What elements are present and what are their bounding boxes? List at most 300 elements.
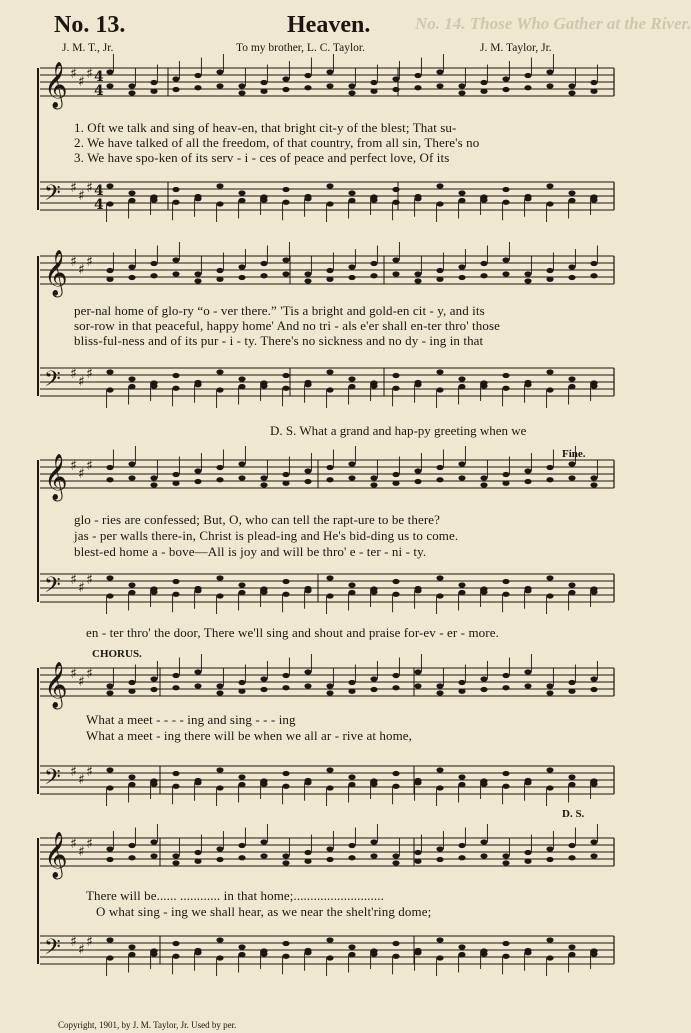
notehead — [106, 387, 113, 392]
notehead — [282, 579, 289, 584]
notehead — [106, 683, 113, 688]
notehead — [414, 950, 421, 955]
notehead — [502, 271, 509, 276]
notehead — [392, 187, 399, 192]
bass-clef: 𝄢 — [44, 573, 61, 603]
treble-clef: 𝄞 — [44, 832, 68, 878]
notehead — [150, 586, 157, 591]
notehead — [172, 853, 179, 858]
notehead — [106, 955, 113, 960]
notehead — [282, 87, 289, 92]
notehead — [392, 784, 399, 789]
notehead — [502, 76, 509, 81]
notehead — [216, 201, 223, 206]
notehead — [458, 582, 465, 587]
notehead — [414, 73, 421, 78]
notehead — [326, 277, 333, 282]
copyright-notice: Copyright, 1901, by J. M. Taylor, Jr. Used by per. — [58, 1020, 237, 1030]
notehead — [524, 683, 531, 688]
notehead — [216, 268, 223, 273]
notehead — [150, 261, 157, 266]
notehead — [458, 264, 465, 269]
notehead — [370, 482, 377, 487]
notehead — [282, 481, 289, 486]
notehead — [502, 257, 509, 262]
notehead — [392, 579, 399, 584]
notehead — [194, 859, 201, 864]
notehead — [524, 382, 531, 387]
lyric-line: per-nal home of glo-ry “o - ver there.” 'Tis a bright and gold-en cit - y, and its — [74, 303, 485, 318]
notehead — [502, 386, 509, 391]
notehead — [590, 676, 597, 681]
notehead — [194, 278, 201, 283]
notehead — [348, 944, 355, 949]
notehead — [392, 954, 399, 959]
notehead — [216, 83, 223, 88]
notehead — [150, 80, 157, 85]
notehead — [150, 948, 157, 953]
notehead — [128, 952, 135, 957]
notehead — [414, 669, 421, 674]
notehead — [414, 859, 421, 864]
notehead — [590, 475, 597, 480]
bass-clef: 𝄢 — [44, 935, 61, 965]
notehead — [568, 83, 575, 88]
notehead — [260, 853, 267, 858]
notehead — [304, 85, 311, 90]
notehead — [414, 278, 421, 283]
notehead — [436, 857, 443, 862]
notehead — [282, 472, 289, 477]
notehead — [326, 183, 333, 188]
notehead — [568, 680, 575, 685]
notehead — [502, 200, 509, 205]
notehead — [326, 477, 333, 482]
notehead — [370, 676, 377, 681]
notehead — [524, 196, 531, 201]
notehead — [502, 579, 509, 584]
notehead — [172, 257, 179, 262]
notehead — [480, 89, 487, 94]
notehead — [172, 592, 179, 597]
notehead — [480, 839, 487, 844]
notehead — [260, 475, 267, 480]
notehead — [238, 275, 245, 280]
notehead — [282, 685, 289, 690]
music-credit: J. M. Taylor, Jr. — [480, 42, 552, 54]
notehead — [502, 941, 509, 946]
notehead — [106, 369, 113, 374]
notehead — [238, 384, 245, 389]
notehead — [150, 853, 157, 858]
hymn-number: No. 13. — [54, 12, 126, 38]
notehead — [568, 475, 575, 480]
notehead — [590, 380, 597, 385]
notehead — [304, 73, 311, 78]
sharp-sign: ♯ — [70, 666, 77, 682]
notehead — [392, 386, 399, 391]
lyric-line: sor-row in that peaceful, happy home' And no tri - als e'er shall en-ter thro' those — [74, 318, 500, 333]
notehead — [546, 690, 553, 695]
notehead — [546, 69, 553, 74]
notehead — [392, 257, 399, 262]
notehead — [590, 261, 597, 266]
ds-marking: D. S. — [562, 808, 585, 820]
notehead — [304, 850, 311, 855]
notehead — [172, 200, 179, 205]
notehead — [392, 472, 399, 477]
notehead — [414, 588, 421, 593]
notehead — [348, 843, 355, 848]
notehead — [348, 83, 355, 88]
notehead — [414, 850, 421, 855]
notehead — [436, 683, 443, 688]
notehead — [106, 857, 113, 862]
notehead — [216, 593, 223, 598]
notehead — [216, 767, 223, 772]
notehead — [260, 687, 267, 692]
notehead — [128, 264, 135, 269]
notehead — [128, 198, 135, 203]
notehead — [194, 850, 201, 855]
notehead — [238, 475, 245, 480]
notehead — [458, 680, 465, 685]
notehead — [194, 73, 201, 78]
notehead — [150, 475, 157, 480]
bass-clef: 𝄢 — [44, 367, 61, 397]
notehead — [128, 190, 135, 195]
notehead — [260, 380, 267, 385]
notehead — [370, 261, 377, 266]
notehead — [480, 853, 487, 858]
lyric-line: There will be...... ............ in that home;........................... — [86, 888, 384, 903]
notehead — [260, 778, 267, 783]
notehead — [546, 369, 553, 374]
notehead — [502, 673, 509, 678]
notehead — [568, 952, 575, 957]
notehead — [590, 273, 597, 278]
notehead — [546, 785, 553, 790]
bass-clef: 𝄢 — [44, 181, 61, 211]
notehead — [458, 590, 465, 595]
notehead — [304, 278, 311, 283]
sharp-sign: ♯ — [78, 374, 85, 390]
lyric-line: blest-ed home a - bove—All is joy and will be thro' e - ter - ni - ty. — [74, 544, 427, 559]
time-signature: 4 — [94, 197, 104, 213]
notehead — [128, 843, 135, 848]
notehead — [216, 465, 223, 470]
notehead — [568, 590, 575, 595]
notehead — [458, 376, 465, 381]
notehead — [546, 767, 553, 772]
notehead — [238, 944, 245, 949]
notehead — [436, 593, 443, 598]
sharp-sign: ♯ — [86, 180, 93, 196]
time-signature: 4 — [94, 69, 104, 85]
notehead — [106, 937, 113, 942]
notehead — [436, 690, 443, 695]
notehead — [260, 586, 267, 591]
notehead — [282, 941, 289, 946]
notehead — [414, 196, 421, 201]
notehead — [568, 689, 575, 694]
notehead — [106, 277, 113, 282]
notehead — [106, 575, 113, 580]
notehead — [282, 592, 289, 597]
notehead — [128, 475, 135, 480]
notehead — [194, 479, 201, 484]
notehead — [216, 846, 223, 851]
notehead — [568, 461, 575, 466]
notehead — [546, 83, 553, 88]
notehead — [128, 582, 135, 587]
notehead — [546, 683, 553, 688]
notehead — [348, 198, 355, 203]
notehead — [216, 575, 223, 580]
notehead — [260, 89, 267, 94]
notehead — [260, 482, 267, 487]
notehead — [172, 954, 179, 959]
notehead — [436, 69, 443, 74]
notehead — [172, 472, 179, 477]
notehead — [172, 271, 179, 276]
notehead — [304, 683, 311, 688]
notehead — [480, 482, 487, 487]
notehead — [590, 89, 597, 94]
sharp-sign: ♯ — [78, 466, 85, 482]
notehead — [128, 83, 135, 88]
notehead — [458, 198, 465, 203]
notehead — [304, 382, 311, 387]
notehead — [568, 384, 575, 389]
notehead — [370, 475, 377, 480]
notehead — [150, 778, 157, 783]
notehead — [414, 85, 421, 90]
notehead — [480, 586, 487, 591]
notehead — [194, 85, 201, 90]
notehead — [282, 673, 289, 678]
notehead — [172, 373, 179, 378]
notehead — [458, 774, 465, 779]
notehead — [238, 952, 245, 957]
notehead — [128, 782, 135, 787]
notehead — [238, 90, 245, 95]
notehead — [546, 183, 553, 188]
notehead — [106, 465, 113, 470]
notehead — [436, 183, 443, 188]
notehead — [326, 955, 333, 960]
notehead — [458, 843, 465, 848]
notehead — [414, 271, 421, 276]
notehead — [238, 680, 245, 685]
notehead — [282, 257, 289, 262]
notehead — [216, 477, 223, 482]
notehead — [238, 461, 245, 466]
notehead — [150, 687, 157, 692]
lyric-line: 2. We have talked of all the freedom, of that country, from all sin, There's no — [74, 135, 480, 150]
notehead — [524, 271, 531, 276]
notehead — [392, 860, 399, 865]
notehead — [326, 785, 333, 790]
notehead — [348, 264, 355, 269]
notehead — [458, 83, 465, 88]
notehead — [238, 376, 245, 381]
notehead — [370, 586, 377, 591]
notehead — [194, 382, 201, 387]
notehead — [172, 481, 179, 486]
notehead — [150, 194, 157, 199]
sharp-sign: ♯ — [70, 254, 77, 270]
notehead — [546, 387, 553, 392]
notehead — [348, 475, 355, 480]
sharp-sign: ♯ — [70, 934, 77, 950]
notehead — [282, 373, 289, 378]
sharp-sign: ♯ — [86, 366, 93, 382]
words-credit: J. M. T., Jr. — [62, 42, 114, 54]
notehead — [480, 380, 487, 385]
notehead — [436, 846, 443, 851]
notehead — [326, 69, 333, 74]
notehead — [568, 774, 575, 779]
notehead — [304, 859, 311, 864]
notehead — [524, 85, 531, 90]
notehead — [238, 689, 245, 694]
notehead — [106, 201, 113, 206]
notehead — [326, 201, 333, 206]
notehead — [414, 479, 421, 484]
notehead — [282, 784, 289, 789]
sharp-sign: ♯ — [78, 188, 85, 204]
notehead — [304, 468, 311, 473]
notehead — [458, 855, 465, 860]
notehead — [414, 468, 421, 473]
notehead — [348, 582, 355, 587]
notehead — [348, 855, 355, 860]
notehead — [370, 948, 377, 953]
notehead — [106, 477, 113, 482]
sharp-sign: ♯ — [86, 764, 93, 780]
notehead — [502, 954, 509, 959]
notehead — [172, 187, 179, 192]
notehead — [502, 860, 509, 865]
notehead — [458, 944, 465, 949]
notehead — [282, 200, 289, 205]
notehead — [370, 380, 377, 385]
notehead — [260, 261, 267, 266]
notehead — [282, 271, 289, 276]
fine-marking: Fine. — [562, 448, 586, 460]
notehead — [326, 83, 333, 88]
notehead — [326, 683, 333, 688]
notehead — [524, 669, 531, 674]
notehead — [590, 839, 597, 844]
notehead — [502, 187, 509, 192]
notehead — [524, 950, 531, 955]
notehead — [370, 273, 377, 278]
notehead — [128, 376, 135, 381]
hymn-title: Heaven. — [287, 12, 371, 38]
lyric-line: What a meet - ing there will be when we all ar - rive at home, — [86, 728, 413, 743]
notehead — [502, 87, 509, 92]
notehead — [370, 687, 377, 692]
notehead — [480, 778, 487, 783]
notehead — [568, 90, 575, 95]
notehead — [238, 198, 245, 203]
notehead — [260, 80, 267, 85]
notehead — [568, 944, 575, 949]
notehead — [568, 264, 575, 269]
notehead — [458, 90, 465, 95]
sharp-sign: ♯ — [86, 254, 93, 270]
sharp-sign: ♯ — [78, 74, 85, 90]
notehead — [480, 80, 487, 85]
notehead — [480, 273, 487, 278]
notehead — [216, 183, 223, 188]
notehead — [436, 201, 443, 206]
notehead — [568, 843, 575, 848]
notehead — [282, 76, 289, 81]
sharp-sign: ♯ — [70, 180, 77, 196]
notehead — [546, 955, 553, 960]
notehead — [458, 384, 465, 389]
notehead — [392, 685, 399, 690]
notehead — [414, 683, 421, 688]
notehead — [150, 89, 157, 94]
notehead — [172, 941, 179, 946]
notehead — [106, 83, 113, 88]
notehead — [348, 461, 355, 466]
notehead — [546, 593, 553, 598]
sharp-sign: ♯ — [86, 458, 93, 474]
notehead — [238, 590, 245, 595]
sharp-sign: ♯ — [86, 666, 93, 682]
notehead — [458, 190, 465, 195]
notehead — [590, 586, 597, 591]
notehead — [304, 588, 311, 593]
chorus-label: CHORUS. — [92, 648, 142, 660]
treble-clef: 𝄞 — [44, 62, 68, 108]
notehead — [436, 268, 443, 273]
notehead — [326, 465, 333, 470]
notehead — [128, 680, 135, 685]
notehead — [436, 369, 443, 374]
notehead — [238, 855, 245, 860]
notehead — [326, 846, 333, 851]
sharp-sign: ♯ — [86, 836, 93, 852]
notehead — [348, 952, 355, 957]
notehead — [282, 954, 289, 959]
notehead — [502, 853, 509, 858]
notehead — [348, 90, 355, 95]
notehead — [370, 839, 377, 844]
notehead — [326, 767, 333, 772]
treble-clef: 𝄞 — [44, 662, 68, 708]
notehead — [106, 690, 113, 695]
notehead — [238, 782, 245, 787]
notehead — [392, 87, 399, 92]
notehead — [326, 387, 333, 392]
notehead — [238, 264, 245, 269]
notehead — [172, 673, 179, 678]
notehead — [172, 386, 179, 391]
notehead — [172, 87, 179, 92]
notehead — [458, 275, 465, 280]
notehead — [172, 771, 179, 776]
notehead — [524, 859, 531, 864]
notehead — [546, 277, 553, 282]
notehead — [282, 386, 289, 391]
notehead — [216, 69, 223, 74]
